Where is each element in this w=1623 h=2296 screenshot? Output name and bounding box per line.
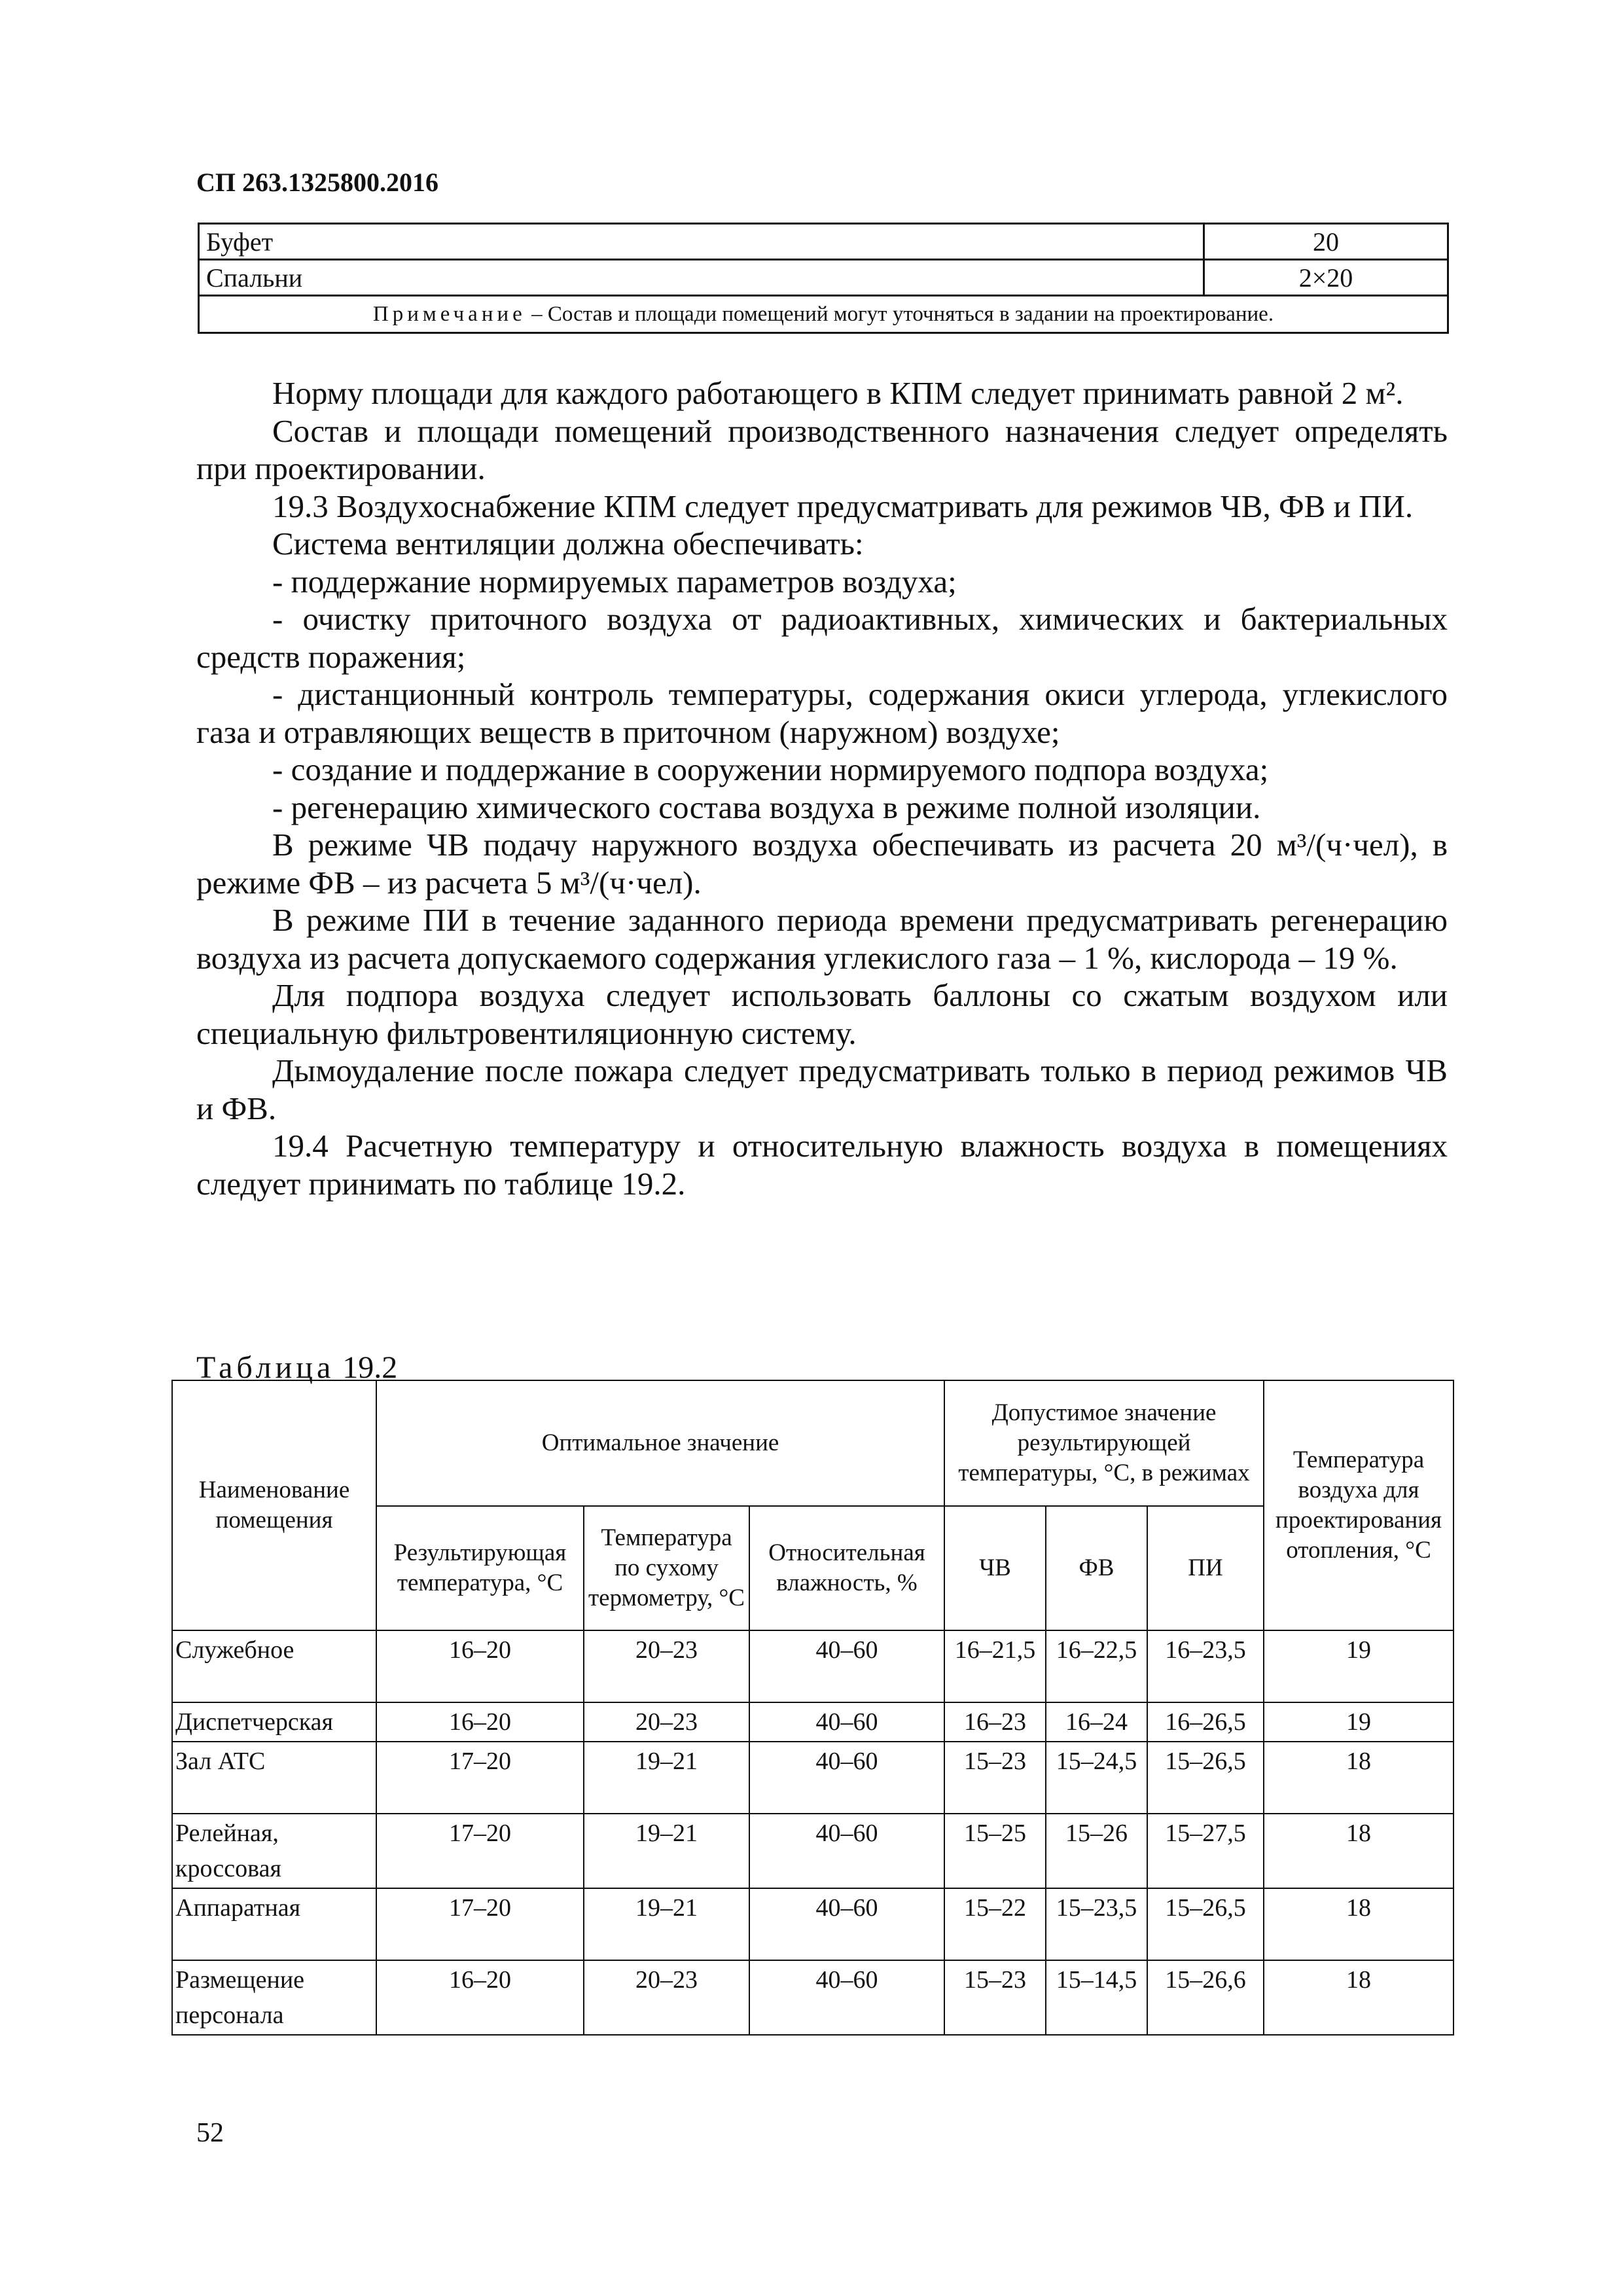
- chv-cell: 16–23: [944, 1702, 1046, 1742]
- heating-temp-cell: 18: [1264, 1888, 1454, 1960]
- dry-temp-cell: 20–23: [584, 1630, 749, 1702]
- table-note: [199, 296, 1448, 333]
- list-item: - регенерацию химического состава воздуха в режиме полной изоляции.: [272, 789, 1261, 825]
- list-item: - дистанционный контроль температуры, содержания окиси углерода, углекислого газа и отравляющих веществ в приточном (наружном) воздухе;: [196, 676, 1448, 750]
- table-row: [172, 1702, 1454, 1742]
- document-code: СП 263.1325800.2016: [196, 168, 438, 197]
- list-item: - создание и поддержание в сооружении нормируемого подпора воздуха;: [272, 751, 1269, 787]
- dry-temp-cell: 19–21: [584, 1814, 749, 1888]
- paragraph: Для подпора воздуха следует использовать баллоны со сжатым воздухом или специальную фильтровентиляционную систему.: [196, 977, 1448, 1051]
- paragraph: Система вентиляции должна обеспечивать:: [272, 526, 864, 562]
- table-caption-label: Таблица: [196, 1350, 335, 1385]
- pi-cell: 15–26,6: [1147, 1960, 1264, 2035]
- table-row: [172, 1888, 1454, 1960]
- rooms-area-table: [198, 223, 1449, 334]
- table-row: [199, 224, 1448, 260]
- room-area: 20: [1204, 224, 1448, 260]
- page-number: 52: [196, 2118, 224, 2148]
- humidity-cell: 40–60: [749, 1814, 944, 1888]
- dry-temp-cell: 19–21: [584, 1742, 749, 1814]
- table-row: [172, 1960, 1454, 2035]
- result-temp-cell: 17–20: [376, 1888, 584, 1960]
- paragraph: Дымоудаление после пожара следует предусматривать только в период режимов ЧВ и ФВ.: [196, 1052, 1448, 1126]
- paragraph: 19.4 Расчетную температуру и относительную влажность воздуха в помещениях следует принимать по таблице 19.2.: [196, 1128, 1448, 1202]
- chv-cell: 15–23: [944, 1742, 1046, 1814]
- heating-temp-cell: 19: [1264, 1630, 1454, 1702]
- header-allowed: Допустимое значение результирующей температуры, °С, в режимах: [944, 1380, 1264, 1506]
- dry-temp-cell: 20–23: [584, 1702, 749, 1742]
- heating-temp-cell: 19: [1264, 1702, 1454, 1742]
- humidity-cell: 40–60: [749, 1702, 944, 1742]
- table-row: [172, 1742, 1454, 1814]
- table-caption-number: 19.2: [334, 1350, 398, 1385]
- header-fv: ФВ: [1046, 1506, 1147, 1630]
- list-item: - поддержание нормируемых параметров воздуха;: [272, 563, 957, 600]
- humidity-cell: 40–60: [749, 1742, 944, 1814]
- pi-cell: 15–26,5: [1147, 1888, 1264, 1960]
- chv-cell: 15–23: [944, 1960, 1046, 2035]
- pi-cell: 16–23,5: [1147, 1630, 1264, 1702]
- paragraph: Состав и площади помещений производственного назначения следует определять при проектировании.: [196, 412, 1448, 486]
- fv-cell: 15–24,5: [1046, 1742, 1147, 1814]
- note-label: Примечание: [372, 302, 526, 326]
- humidity-cell: 40–60: [749, 1630, 944, 1702]
- note-text: – Состав и площади помещений могут уточняться в задании на проектирование.: [526, 302, 1274, 326]
- pi-cell: 15–26,5: [1147, 1742, 1264, 1814]
- result-temp-cell: 17–20: [376, 1814, 584, 1888]
- fv-cell: 15–26: [1046, 1814, 1147, 1888]
- table-row: [199, 260, 1448, 296]
- room-name: Зал АТС: [172, 1742, 376, 1814]
- temperature-table: [171, 1380, 1454, 2036]
- fv-cell: 16–22,5: [1046, 1630, 1147, 1702]
- chv-cell: 16–21,5: [944, 1630, 1046, 1702]
- dry-temp-cell: 19–21: [584, 1888, 749, 1960]
- heating-temp-cell: 18: [1264, 1742, 1454, 1814]
- pi-cell: 16–26,5: [1147, 1702, 1264, 1742]
- heating-temp-cell: 18: [1264, 1814, 1454, 1888]
- header-chv: ЧВ: [944, 1506, 1046, 1630]
- header-room-name: Наименование помещения: [172, 1380, 376, 1630]
- room-area: 2×20: [1204, 260, 1448, 296]
- header-row: [172, 1380, 1454, 1506]
- paragraph: В режиме ПИ в течение заданного периода времени предусматривать регенерацию воздуха из расчета допускаемого содержания углекислого газа – 1 %, кислорода – 19 %.: [196, 902, 1448, 976]
- header-optimal: Оптимальное значение: [376, 1380, 944, 1506]
- chv-cell: 15–22: [944, 1888, 1046, 1960]
- table-row: [172, 1630, 1454, 1702]
- result-temp-cell: 16–20: [376, 1702, 584, 1742]
- room-name: Буфет: [199, 224, 1204, 260]
- table-row: [172, 1814, 1454, 1888]
- pi-cell: 15–27,5: [1147, 1814, 1264, 1888]
- result-temp-cell: 16–20: [376, 1630, 584, 1702]
- header-pi: ПИ: [1147, 1506, 1264, 1630]
- result-temp-cell: 17–20: [376, 1742, 584, 1814]
- room-name: Диспетчерская: [172, 1702, 376, 1742]
- room-name: Аппаратная: [172, 1888, 376, 1960]
- fv-cell: 15–23,5: [1046, 1888, 1147, 1960]
- fv-cell: 16–24: [1046, 1702, 1147, 1742]
- room-name: Релейная, кроссовая: [172, 1814, 376, 1888]
- chv-cell: 15–25: [944, 1814, 1046, 1888]
- body-text: [196, 374, 1448, 1202]
- room-name: Спальни: [199, 260, 1204, 296]
- dry-temp-cell: 20–23: [584, 1960, 749, 2035]
- header-humidity: Относительная влажность, %: [749, 1506, 944, 1630]
- humidity-cell: 40–60: [749, 1888, 944, 1960]
- paragraph: Норму площади для каждого работающего в КПМ следует принимать равной 2 м².: [272, 375, 1404, 411]
- header-dry-temp: Температура по сухому термометру, °С: [584, 1506, 749, 1630]
- humidity-cell: 40–60: [749, 1960, 944, 2035]
- heating-temp-cell: 18: [1264, 1960, 1454, 2035]
- paragraph: В режиме ЧВ подачу наружного воздуха обеспечивать из расчета 20 м³/(ч·чел), в режиме ФВ – из расчета 5 м³/(ч·чел).: [196, 827, 1448, 901]
- room-name: Служебное: [172, 1630, 376, 1702]
- table-note-row: [199, 296, 1448, 333]
- result-temp-cell: 16–20: [376, 1960, 584, 2035]
- list-item: - очистку приточного воздуха от радиоактивных, химических и бактериальных средств поражения;: [196, 601, 1448, 675]
- paragraph: 19.3 Воздухоснабжение КПМ следует предусматривать для режимов ЧВ, ФВ и ПИ.: [272, 488, 1414, 524]
- fv-cell: 15–14,5: [1046, 1960, 1147, 2035]
- room-name: Размещение персонала: [172, 1960, 376, 2035]
- header-heating-temp: Температура воздуха для проектирования отопления, °С: [1264, 1380, 1454, 1630]
- header-result-temp: Результирующая температура, °С: [376, 1506, 584, 1630]
